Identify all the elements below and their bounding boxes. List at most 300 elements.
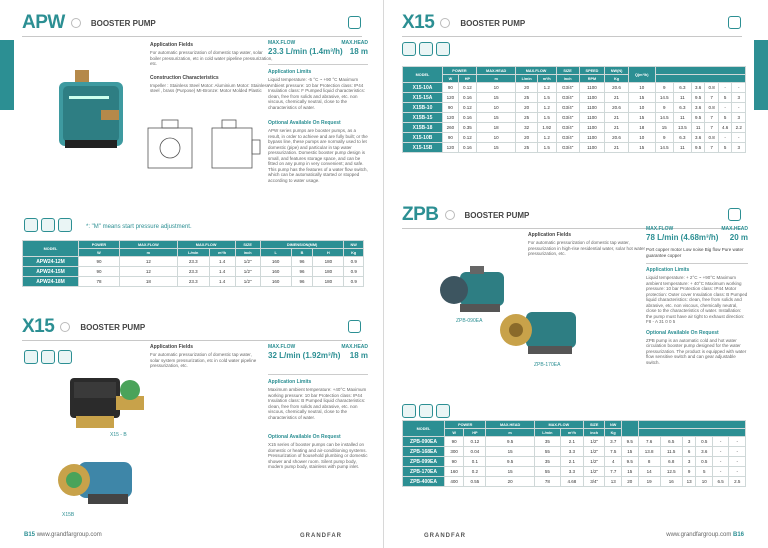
apw-value-cell: 23.3	[177, 277, 209, 287]
zpb-value-cell: 20	[622, 477, 638, 487]
zpb-value-cell: 4	[605, 457, 622, 467]
zpb-value-cell: 7.7	[605, 467, 622, 477]
zpb-value-cell: 1/2"	[583, 457, 604, 467]
zpb-caption-2: ZPB-170EA	[534, 362, 561, 368]
zpb-value-cell: 10	[696, 477, 712, 487]
zpb-value-cell: -	[729, 467, 746, 477]
apw-application-fields	[150, 42, 275, 94]
zpb-value-cell: 6.8	[660, 457, 682, 467]
x15-value-cell: 1100	[579, 93, 605, 103]
x15-value-cell: 21	[605, 123, 628, 133]
right-page	[384, 0, 768, 548]
pump-feature-icon	[402, 42, 416, 56]
zpb-app-fields-text: For automatic pressurization of domestic tap water, pressurization in high-rise residential water, solar hot water pressurization, etc.	[528, 240, 646, 256]
x15-value-cell: 1100	[579, 103, 605, 113]
th-sub: m³/h	[537, 75, 556, 83]
th-nw: NW(N)	[605, 67, 628, 75]
zpb-feature-icons	[402, 404, 450, 418]
x15-value-cell: 21	[605, 93, 628, 103]
x15-specs	[268, 344, 368, 470]
apw-value-cell: 18	[119, 277, 177, 287]
apw-model-cell: APW24-18M	[23, 277, 79, 287]
right-footer-site[interactable]: www.grandfargroup.com	[666, 532, 732, 538]
apw-note: *: "M" means start pressure adjustment.	[86, 224, 192, 230]
x15-optional-title: Optional Available On Request	[268, 434, 341, 440]
apw-spec-table	[22, 240, 364, 287]
th-power: POWER	[79, 241, 120, 249]
th-maxflow: MAX.FLOW	[534, 421, 583, 429]
apw-value-cell: 180	[313, 267, 344, 277]
x15-value-cell: 6.3	[673, 133, 691, 143]
th-sub: m³/h	[560, 429, 583, 437]
zpb-code: ZPB	[402, 204, 439, 225]
zpb-value-cell: 35	[534, 437, 560, 447]
x15-table-header-row	[403, 67, 746, 75]
quality-feature-icon	[58, 218, 72, 232]
zpb-value-cell: 35	[534, 457, 560, 467]
x15-spec-table	[402, 66, 746, 153]
zpb-table-row	[403, 477, 746, 487]
zpb-max-head-label: MAX.HEAD	[721, 226, 748, 232]
x15-value-cell: 10	[476, 83, 515, 93]
zpb-value-cell: 1/2"	[583, 447, 604, 457]
x15-value-cell: 20.6	[605, 133, 628, 143]
x15-table-row	[403, 123, 746, 133]
th-q-values	[638, 421, 746, 429]
zpb-subtitle: BOOSTER PUMP	[464, 210, 530, 220]
zpb-value-cell: 78	[534, 477, 560, 487]
x15-table-row	[403, 143, 746, 153]
x15-header-line	[22, 340, 362, 341]
apw-value-cell: 1.4	[209, 277, 235, 287]
x15-value-cell: 4.6	[718, 123, 731, 133]
apw-value-cell: 160	[260, 257, 291, 267]
zpb-value-cell: 0.1	[464, 457, 486, 467]
zpb-value-cell: 2.1	[560, 457, 583, 467]
x15-value-cell: -	[718, 103, 731, 113]
brand-mark-icon	[60, 322, 70, 332]
certification-badge-icon	[728, 208, 741, 221]
zpb-value-cell: 15	[486, 467, 534, 477]
zpb-value-cell: 0.04	[464, 447, 486, 457]
th-sub: m³/h	[209, 249, 235, 257]
apw-value-cell: 78	[79, 277, 120, 287]
zpb-value-cell: 3	[682, 457, 696, 467]
th-sub: W	[445, 429, 464, 437]
left-footer	[24, 532, 102, 538]
x15-max-head-label: MAX.HEAD	[341, 344, 368, 350]
apw-value-cell: 1.4	[209, 257, 235, 267]
x15-value-cell: 0.12	[458, 83, 476, 93]
certification-badge-icon	[348, 16, 361, 29]
zpb-value-cell: 1/2"	[583, 467, 604, 477]
brand-mark-icon	[445, 210, 455, 220]
x15-value-cell: 120	[443, 113, 459, 123]
left-footer-site[interactable]: www.grandfargroup.com	[36, 532, 102, 538]
zpb-model-cell: ZPB-170EA	[403, 467, 445, 477]
th-nw: NW	[344, 241, 364, 249]
th-nw: NW	[605, 421, 622, 429]
x15-table-body	[403, 83, 746, 153]
zpb-value-cell: 5	[696, 467, 712, 477]
side-tab	[0, 40, 14, 110]
apw-construction-title: Construction Characteristics	[150, 74, 219, 81]
zpb-value-cell: 6.5	[712, 477, 728, 487]
zpb-model-cell: ZPB-168EA	[403, 447, 445, 457]
x15-feature-icons	[24, 350, 72, 364]
th-sub: m	[486, 429, 534, 437]
x15-table-row	[403, 93, 746, 103]
zpb-value-cell: -	[729, 437, 746, 447]
apw-feature-icons	[24, 218, 72, 232]
x15-limits-title: Application Limits	[268, 379, 312, 385]
apw-value-cell: 96	[291, 277, 313, 287]
x15-value-cell: 11	[673, 143, 691, 153]
zpb-value-cell: -	[712, 437, 728, 447]
x15-value-cell: 25	[516, 113, 537, 123]
apw-table-body	[23, 257, 364, 287]
th-sub: inch	[583, 429, 604, 437]
x15-table-row	[403, 113, 746, 123]
zpb-model-cell: ZPB-099EA	[403, 457, 445, 467]
zpb-value-cell: 3.7	[605, 437, 622, 447]
th-q: Q(m³/h)	[628, 67, 655, 83]
side-tab	[754, 40, 768, 110]
x15-value-cell: 9	[655, 83, 673, 93]
x15-value-cell: 20.6	[605, 103, 628, 113]
apw-value-cell: 96	[291, 257, 313, 267]
x15-value-cell: 1.5	[537, 113, 556, 123]
apw-max-head-value: 18 m	[349, 47, 368, 56]
x15-max-flow-value: 32 L/min (1.92m³/h)	[268, 351, 341, 360]
zpb-value-cell: 0.5	[696, 437, 712, 447]
zpb-model-cell: ZPB-400EA	[403, 477, 445, 487]
th-model: MODEL	[403, 67, 443, 83]
x15-value-cell: G3/4"	[556, 143, 579, 153]
zpb-value-cell: 0.5	[696, 457, 712, 467]
water-feature-icon	[41, 218, 55, 232]
x15-value-cell: 9.5	[691, 113, 704, 123]
zpb-max-flow-label: MAX.FLOW	[646, 226, 674, 232]
zpb-value-cell: -	[712, 467, 728, 477]
apw-value-cell: 1.4	[209, 267, 235, 277]
brand-mark-icon	[440, 18, 450, 28]
x15-limits-text: Maximum ambient temperature: +40°C Maximum working pressure: 10 bar Protection class: IP44 Insulation class: B Pumped liquid characteristics: clean, free from solids and abrasive, etc. non viscous, chemically neutral, close to the characteristics of water.	[268, 387, 367, 420]
x15-right-feature-icons	[402, 42, 450, 56]
x15-value-cell: 21	[605, 113, 628, 123]
x15-value-cell: 15	[628, 143, 655, 153]
x15-value-cell: 120	[443, 93, 459, 103]
left-page-number: B15	[24, 532, 36, 538]
apw-max-flow-label: MAX.FLOW	[268, 40, 296, 46]
x15-value-cell: 1100	[579, 143, 605, 153]
x15-value-cell: 1.2	[537, 83, 556, 93]
x15-app-fields-title: Application Fields	[150, 344, 194, 350]
apw-value-cell: 23.3	[177, 257, 209, 267]
x15-value-cell: 11	[673, 93, 691, 103]
x15-value-cell: 1100	[579, 123, 605, 133]
zpb-value-cell: 4.68	[560, 477, 583, 487]
th-sub: L	[260, 249, 291, 257]
th-size: SIZE	[583, 421, 604, 429]
x15-right-header	[402, 6, 525, 40]
x15-value-cell: 1.92	[537, 123, 556, 133]
x15-value-cell: 10	[476, 103, 515, 113]
x15-value-cell: 0.8	[705, 133, 718, 143]
brand-logo: GRANDFAR	[300, 533, 342, 539]
x15-value-cell: 10	[476, 133, 515, 143]
th-speed: SPEED	[579, 67, 605, 75]
zpb-table-row	[403, 467, 746, 477]
zpb-value-cell: 8	[638, 457, 660, 467]
zpb-table-body	[403, 437, 746, 487]
apw-value-cell: 160	[260, 267, 291, 277]
x15-value-cell: 15	[476, 143, 515, 153]
zpb-value-cell: 15	[486, 447, 534, 457]
apw-table-row	[23, 267, 364, 277]
zpb-max-flow-value: 78 L/min (4.68m³/h)	[646, 233, 719, 242]
zpb-value-cell: 7.5	[605, 447, 622, 457]
pump-feature-icon	[24, 350, 38, 364]
zpb-value-cell: 19	[638, 477, 660, 487]
apw-subtitle: BOOSTER PUMP	[90, 18, 156, 28]
x15-caption-2: X15B	[62, 512, 75, 518]
th-sub: inch	[556, 75, 579, 83]
zpb-value-cell: 2.5	[729, 477, 746, 487]
apw-code: APW	[22, 12, 65, 33]
zpb-table-row	[403, 447, 746, 457]
zpb-value-cell: 3/4"	[583, 477, 604, 487]
x15-value-cell: 3	[732, 93, 746, 103]
x15-value-cell: 0.8	[705, 103, 718, 113]
apw-specs	[268, 40, 368, 183]
apw-table-row	[23, 257, 364, 267]
apw-value-cell: 0.9	[344, 267, 364, 277]
x15-value-cell: 14.5	[655, 143, 673, 153]
x15-value-cell: G3/4"	[556, 123, 579, 133]
th-sub: Kg	[605, 429, 622, 437]
x15-value-cell: 18	[628, 123, 655, 133]
th-model: MODEL	[403, 421, 445, 437]
x15-table-row	[403, 133, 746, 143]
x15-value-cell: G3/4"	[556, 103, 579, 113]
x15-value-cell: 9.5	[691, 143, 704, 153]
x15-value-cell: 2.2	[732, 123, 746, 133]
x15-value-cell: 120	[443, 143, 459, 153]
x15-value-cell: 1100	[579, 133, 605, 143]
x15-value-cell: 1.2	[537, 133, 556, 143]
apw-value-cell: 1/2"	[235, 267, 260, 277]
apw-model-cell: APW24-12M	[23, 257, 79, 267]
x15-model-cell: X15B-15	[403, 113, 443, 123]
x15-value-cell: 9	[655, 133, 673, 143]
apw-value-cell: 96	[291, 267, 313, 277]
x15-table-subheader-row	[403, 75, 746, 83]
x15-max-flow-label: MAX.FLOW	[268, 344, 296, 350]
th-maxflow: MAX.FLOW	[177, 241, 235, 249]
zpb-app-fields-title: Application Fields	[528, 232, 572, 238]
th-sub: B	[291, 249, 313, 257]
x15-value-cell: G3/4"	[556, 83, 579, 93]
zpb-value-cell: 400	[445, 477, 464, 487]
apw-value-cell: 160	[260, 277, 291, 287]
zpb-value-cell: 9.5	[486, 437, 534, 447]
x15-value-cell: 7	[705, 123, 718, 133]
zpb-specs	[646, 226, 748, 365]
x15-value-cell: 14.5	[655, 113, 673, 123]
x15-value-cell: -	[732, 103, 746, 113]
th-size: SIZE	[235, 241, 260, 249]
x15-left-header	[22, 310, 145, 344]
x15-value-cell: 3	[732, 143, 746, 153]
apw-value-cell: 23.3	[177, 267, 209, 277]
x15-value-cell: 9.5	[691, 93, 704, 103]
zpb-table-row	[403, 437, 746, 447]
x15-model-cell: X15-15B	[403, 143, 443, 153]
x15-value-cell: 21	[605, 143, 628, 153]
zpb-value-cell: 13	[605, 477, 622, 487]
x15-code: X15	[22, 316, 55, 337]
apw-value-cell: 0.9	[344, 277, 364, 287]
pump-feature-icon	[402, 404, 416, 418]
zpb-value-cell: 0.55	[464, 477, 486, 487]
zpb-value-cell: 6.5	[660, 437, 682, 447]
apw-value-cell: 180	[313, 257, 344, 267]
apw-value-cell: 90	[79, 257, 120, 267]
x15-value-cell: 15	[628, 113, 655, 123]
apw-optional-text: APW series pumps are booster pumps, as a result, in order to achieve and are fully built; or the bypass line, these pumps are normally used to let domestic (pipe) and particular in tap water pressurization. Domestic booster pump design is small, and features storage space, and can be fitted on any pump in very convenient; and safe. This pump has the features of a water flow switch, which can be automatically started or stopped according to water usage.	[268, 128, 368, 183]
zpb-value-cell: 0.2	[464, 467, 486, 477]
x15-model-cell: X15B-10	[403, 103, 443, 113]
th-sub: L/min	[534, 429, 560, 437]
x15-model-cell: X15B-18	[403, 123, 443, 133]
x15-model-cell: X15-10A	[403, 83, 443, 93]
quality-feature-icon	[436, 404, 450, 418]
x15-value-cell: 3.6	[691, 133, 704, 143]
zpb-value-cell: 3.3	[560, 447, 583, 457]
x15-value-cell: 0.16	[458, 113, 476, 123]
th-power: POWER	[443, 67, 477, 75]
zpb-value-cell: 12.5	[660, 467, 682, 477]
x15-value-cell: 1100	[579, 113, 605, 123]
x15-value-cell: 1.2	[537, 103, 556, 113]
zpb-value-cell: 55	[534, 467, 560, 477]
zpb-caption-1: ZPB-090EA	[456, 318, 483, 324]
th-sub-q	[655, 75, 745, 83]
th-sub: m	[119, 249, 177, 257]
apw-side-drawing	[206, 118, 262, 174]
x15-value-cell: 6.3	[673, 83, 691, 93]
apw-header-line	[22, 36, 362, 37]
x15-value-cell: 0.12	[458, 133, 476, 143]
zpb-application-fields	[528, 232, 652, 257]
x15-value-cell: -	[732, 83, 746, 93]
x15-value-cell: 18	[476, 123, 515, 133]
zpb-spec-table	[402, 420, 746, 487]
x15-right-code: X15	[402, 12, 435, 33]
th-maxflow: MAX.FLOW	[516, 67, 556, 75]
apw-value-cell: 0.9	[344, 257, 364, 267]
x15-value-cell: -	[718, 133, 731, 143]
x15-value-cell: G3/4"	[556, 113, 579, 123]
zpb-value-cell: 9.5	[486, 457, 534, 467]
apw-app-fields-title: Application Fields	[150, 42, 194, 48]
x15-value-cell: 20	[516, 103, 537, 113]
apw-value-cell: 90	[79, 267, 120, 277]
x15-value-cell: 0.12	[458, 103, 476, 113]
x15-value-cell: 15	[476, 93, 515, 103]
zpb-value-cell: -	[712, 447, 728, 457]
x15-value-cell: 20.6	[605, 83, 628, 93]
zpb-value-cell: 160	[445, 467, 464, 477]
x15-value-cell: 11	[691, 123, 704, 133]
apw-limits-title: Application Limits	[268, 69, 312, 75]
th-sub: Kg	[344, 249, 364, 257]
x15-value-cell: 90	[443, 83, 459, 93]
th-sub: L/min	[177, 249, 209, 257]
zpb-table-row	[403, 457, 746, 467]
zpb-value-cell: 9.5	[622, 457, 638, 467]
x15-value-cell: 14.5	[655, 93, 673, 103]
apw-value-cell: 180	[313, 277, 344, 287]
certification-badge-icon	[348, 320, 361, 333]
zpb-table-header-row	[403, 421, 746, 429]
x15-value-cell: 25	[516, 143, 537, 153]
apw-value-cell: 12	[119, 257, 177, 267]
x15-table-row	[403, 103, 746, 113]
x15-value-cell: 5	[718, 113, 731, 123]
brand-mark-icon	[71, 18, 81, 28]
zpb-table-subheader-row	[403, 429, 746, 437]
zpb-value-cell: 9	[682, 467, 696, 477]
x15-value-cell: 15	[476, 113, 515, 123]
water-feature-icon	[419, 42, 433, 56]
th-maxhead: MAX.HEAD	[486, 421, 534, 429]
x15-value-cell: 1100	[579, 83, 605, 93]
th-maxhead: MAX.HEAD	[476, 67, 515, 75]
zpb-value-cell: 15	[622, 467, 638, 477]
brand-logo: GRANDFAR	[424, 533, 466, 539]
x15-value-cell: 90	[443, 133, 459, 143]
th-sub: inch	[235, 249, 260, 257]
zpb-value-cell: 13	[682, 477, 696, 487]
zpb-value-cell: 90	[445, 437, 464, 447]
th-sub: W	[79, 249, 120, 257]
zpb-value-cell: 9.5	[622, 437, 638, 447]
apw-pump-image	[55, 70, 127, 150]
x15-value-cell: 90	[443, 103, 459, 113]
zpb-limits-title: Application Limits	[646, 267, 690, 273]
x15-value-cell: -	[718, 83, 731, 93]
zpb-value-cell: 90	[445, 457, 464, 467]
zpb-value-cell: 16	[660, 477, 682, 487]
th-sub: H	[313, 249, 344, 257]
x15-value-cell: 3.6	[691, 83, 704, 93]
x15-value-cell: 260	[443, 123, 459, 133]
th-maxhead: MAX.FLOW	[119, 241, 177, 249]
apw-construction-text: Impeller : Stainless Steel Motor: Aluminium Motor: Stainless steel , brass (Purpose) MI-Bronze: Motor Molded Plastic	[150, 82, 270, 93]
x15-value-cell: 1.5	[537, 143, 556, 153]
x15-caption-1: X15 - B	[110, 432, 127, 438]
zpb-value-cell: 0.12	[464, 437, 486, 447]
x15-value-cell: 5	[718, 93, 731, 103]
zpb-value-cell: 6	[682, 447, 696, 457]
apw-max-flow-value: 23.3 L/min (1.4m³/h)	[268, 47, 343, 56]
x15-value-cell: -	[732, 133, 746, 143]
x15-value-cell: 11	[673, 113, 691, 123]
x15-model-cell: X15-15A	[403, 93, 443, 103]
zpb-optional-title: Optional Available On Request	[646, 329, 719, 336]
